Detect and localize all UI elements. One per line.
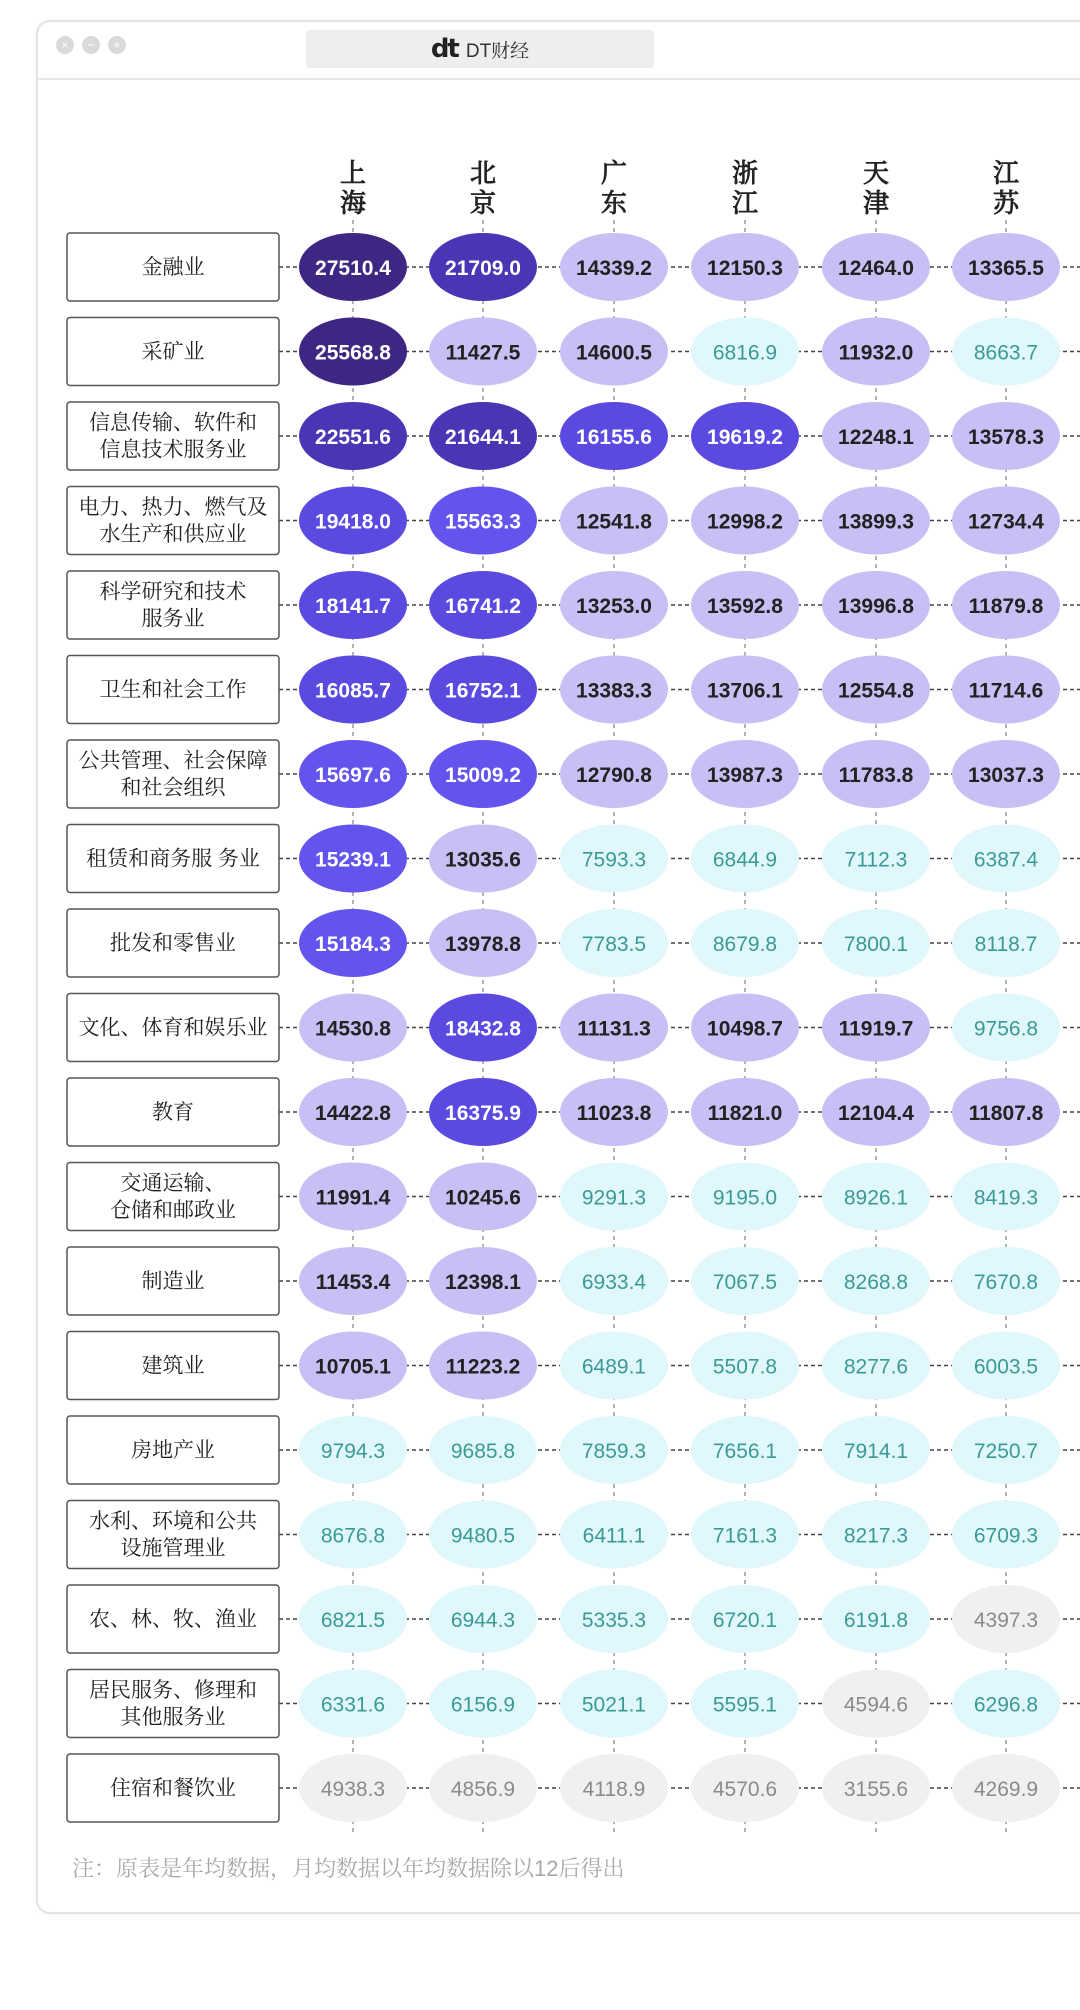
close-icon[interactable]: × (56, 36, 74, 54)
value-label: 12464.0 (838, 257, 914, 280)
value-label: 15009.2 (445, 764, 521, 787)
value-label: 13365.5 (968, 257, 1044, 280)
value-label: 5021.1 (581, 1693, 647, 1717)
minimize-icon[interactable]: − (82, 36, 100, 54)
value-label: 9195.0 (712, 1186, 778, 1210)
value-label: 25568.8 (315, 341, 391, 365)
value-label: 11991.4 (315, 1186, 391, 1210)
row-label: 文化、体育和娱乐业 (78, 1016, 268, 1040)
value-label: 7800.1 (843, 933, 909, 956)
value-label: 16155.6 (576, 426, 652, 449)
row-label: 信息传输、软件和信息技术服务业 (89, 411, 257, 462)
value-label: 12248.1 (838, 426, 914, 449)
value-label: 13592.8 (707, 595, 783, 618)
row-label: 采矿业 (141, 340, 205, 364)
value-label: 6411.1 (582, 1524, 646, 1548)
value-label: 12734.4 (968, 510, 1044, 534)
value-label: 21709.0 (445, 257, 521, 280)
row-label: 居民服务、修理和其他服务业 (89, 1679, 257, 1729)
value-label: 3155.6 (843, 1778, 909, 1801)
value-label: 7656.1 (712, 1440, 778, 1463)
value-label: 6709.3 (973, 1524, 1039, 1548)
value-label: 19619.2 (707, 426, 783, 449)
value-label: 14530.8 (315, 1017, 391, 1041)
value-label: 11223.2 (445, 1355, 521, 1379)
value-label: 6844.9 (712, 848, 778, 872)
value-label: 4118.9 (582, 1778, 646, 1801)
row-label: 水利、环境和公共设施管理业 (89, 1510, 257, 1560)
row-label: 租赁和商务服 务业 (86, 847, 260, 871)
row-label: 教育 (152, 1101, 194, 1124)
value-label: 13987.3 (707, 764, 783, 787)
value-label: 15239.1 (315, 848, 391, 872)
value-label: 12150.3 (707, 257, 783, 280)
value-label: 16375.9 (445, 1102, 521, 1125)
window-title: DT财经 (465, 40, 530, 62)
value-label: 16752.1 (445, 679, 521, 703)
value-label: 8676.8 (320, 1524, 386, 1548)
value-label: 14339.2 (576, 257, 652, 280)
value-label: 11023.8 (576, 1102, 652, 1125)
value-label: 6933.4 (581, 1271, 647, 1294)
value-label: 21644.1 (445, 426, 521, 449)
value-label: 11821.0 (707, 1102, 783, 1125)
value-label: 14422.8 (315, 1102, 391, 1125)
value-label: 15184.3 (315, 933, 391, 956)
value-label: 13978.8 (445, 933, 521, 956)
value-label: 13578.3 (968, 426, 1044, 449)
value-label: 9291.3 (581, 1186, 647, 1210)
value-label: 11131.3 (577, 1017, 651, 1041)
value-label: 7161.3 (712, 1524, 778, 1548)
value-label: 9794.3 (320, 1440, 386, 1463)
value-label: 8217.3 (843, 1524, 909, 1548)
row-label: 批发和零售业 (110, 932, 236, 955)
value-label: 12541.8 (576, 510, 652, 534)
value-label: 9685.8 (450, 1440, 516, 1463)
value-label: 6816.9 (712, 341, 778, 365)
value-label: 10498.7 (707, 1017, 783, 1041)
value-label: 6156.9 (450, 1693, 516, 1717)
row-label: 住宿和餐饮业 (110, 1777, 236, 1800)
column-header: 北京 (469, 158, 497, 218)
value-label: 7859.3 (581, 1440, 647, 1463)
value-label: 15563.3 (445, 510, 521, 534)
column-header: 上海 (339, 158, 367, 218)
value-label: 8268.8 (843, 1271, 909, 1294)
value-label: 11932.0 (838, 341, 914, 365)
value-label: 13253.0 (576, 595, 652, 618)
value-label: 11714.6 (968, 679, 1044, 703)
value-label: 8277.6 (843, 1355, 909, 1379)
value-label: 13996.8 (838, 595, 914, 618)
footnote: 注：原表是年均数据，月均数据以年均数据除以12后得出 (72, 1856, 625, 1881)
value-label: 4938.3 (320, 1778, 386, 1801)
value-label: 5507.8 (712, 1355, 778, 1379)
value-label: 11807.8 (968, 1102, 1044, 1125)
value-label: 18432.8 (445, 1017, 521, 1041)
value-label: 8663.7 (973, 341, 1039, 365)
value-label: 6387.4 (973, 848, 1039, 872)
value-label: 7593.3 (581, 848, 647, 872)
value-label: 13899.3 (838, 510, 914, 534)
row-label: 农、林、牧、渔业 (89, 1608, 257, 1631)
column-header: 浙江 (731, 158, 759, 218)
value-label: 13037.3 (968, 764, 1044, 787)
value-label: 6720.1 (712, 1609, 778, 1632)
value-label: 12998.2 (707, 510, 783, 534)
value-label: 6331.6 (320, 1693, 386, 1717)
value-label: 10705.1 (315, 1355, 391, 1379)
maximize-icon[interactable]: + (108, 36, 126, 54)
value-label: 22551.6 (315, 426, 391, 449)
value-label: 8679.8 (712, 933, 778, 956)
value-label: 16085.7 (315, 679, 391, 703)
row-label: 金融业 (141, 256, 205, 279)
value-label: 11783.8 (838, 764, 914, 787)
value-label: 7670.8 (973, 1271, 1039, 1294)
column-header: 天津 (862, 158, 890, 218)
value-label: 18141.7 (315, 595, 391, 618)
value-label: 7914.1 (843, 1440, 909, 1463)
row-label: 科学研究和技术服务业 (99, 580, 247, 631)
value-label: 6821.5 (320, 1609, 386, 1632)
value-label: 12554.8 (838, 679, 914, 703)
value-label: 13706.1 (707, 679, 783, 703)
value-label: 6003.5 (973, 1355, 1039, 1379)
value-label: 16741.2 (445, 595, 521, 618)
value-label: 27510.4 (315, 257, 391, 280)
value-label: 7067.5 (712, 1271, 778, 1294)
value-label: 9480.5 (450, 1524, 516, 1548)
value-label: 4856.9 (450, 1778, 516, 1801)
value-label: 8118.7 (974, 933, 1038, 956)
row-label: 电力、热力、燃气及水生产和供应业 (78, 496, 268, 546)
value-label: 11427.5 (445, 341, 521, 365)
row-label: 卫生和社会工作 (99, 678, 247, 702)
value-label: 4269.9 (973, 1778, 1039, 1801)
value-label: 12398.1 (445, 1271, 521, 1294)
value-label: 4594.6 (843, 1693, 909, 1717)
value-label: 15697.6 (315, 764, 391, 787)
value-label: 9756.8 (973, 1017, 1039, 1041)
value-label: 4570.6 (712, 1778, 778, 1801)
value-label: 7112.3 (844, 848, 908, 872)
value-label: 11453.4 (315, 1271, 391, 1294)
row-label: 制造业 (141, 1270, 205, 1293)
value-label: 8926.1 (843, 1186, 909, 1210)
value-label: 10245.6 (445, 1186, 521, 1210)
value-label: 5335.3 (581, 1609, 647, 1632)
row-label: 房地产业 (131, 1439, 215, 1462)
value-label: 7250.7 (973, 1440, 1039, 1463)
value-label: 4397.3 (973, 1609, 1039, 1632)
value-label: 14600.5 (576, 341, 652, 365)
value-label: 6191.8 (843, 1609, 909, 1632)
value-label: 7783.5 (581, 933, 647, 956)
value-label: 5595.1 (712, 1693, 778, 1717)
row-label: 公共管理、社会保障和社会组织 (78, 749, 268, 800)
value-label: 6296.8 (973, 1693, 1039, 1717)
value-label: 13035.6 (445, 848, 521, 872)
row-label: 建筑业 (141, 1354, 205, 1378)
value-label: 6944.3 (450, 1609, 516, 1632)
value-label: 11919.7 (838, 1017, 914, 1041)
value-label: 12790.8 (576, 764, 652, 787)
value-label: 19418.0 (315, 510, 391, 534)
value-label: 6489.1 (581, 1355, 647, 1379)
column-header: 广东 (600, 158, 628, 218)
value-label: 11879.8 (968, 595, 1044, 618)
column-header: 江苏 (992, 158, 1020, 218)
dt-logo-icon: dt (430, 34, 458, 64)
value-label: 12104.4 (838, 1102, 914, 1125)
value-label: 13383.3 (576, 679, 652, 703)
value-label: 8419.3 (973, 1186, 1039, 1210)
row-label: 交通运输、仓储和邮政业 (110, 1172, 236, 1222)
